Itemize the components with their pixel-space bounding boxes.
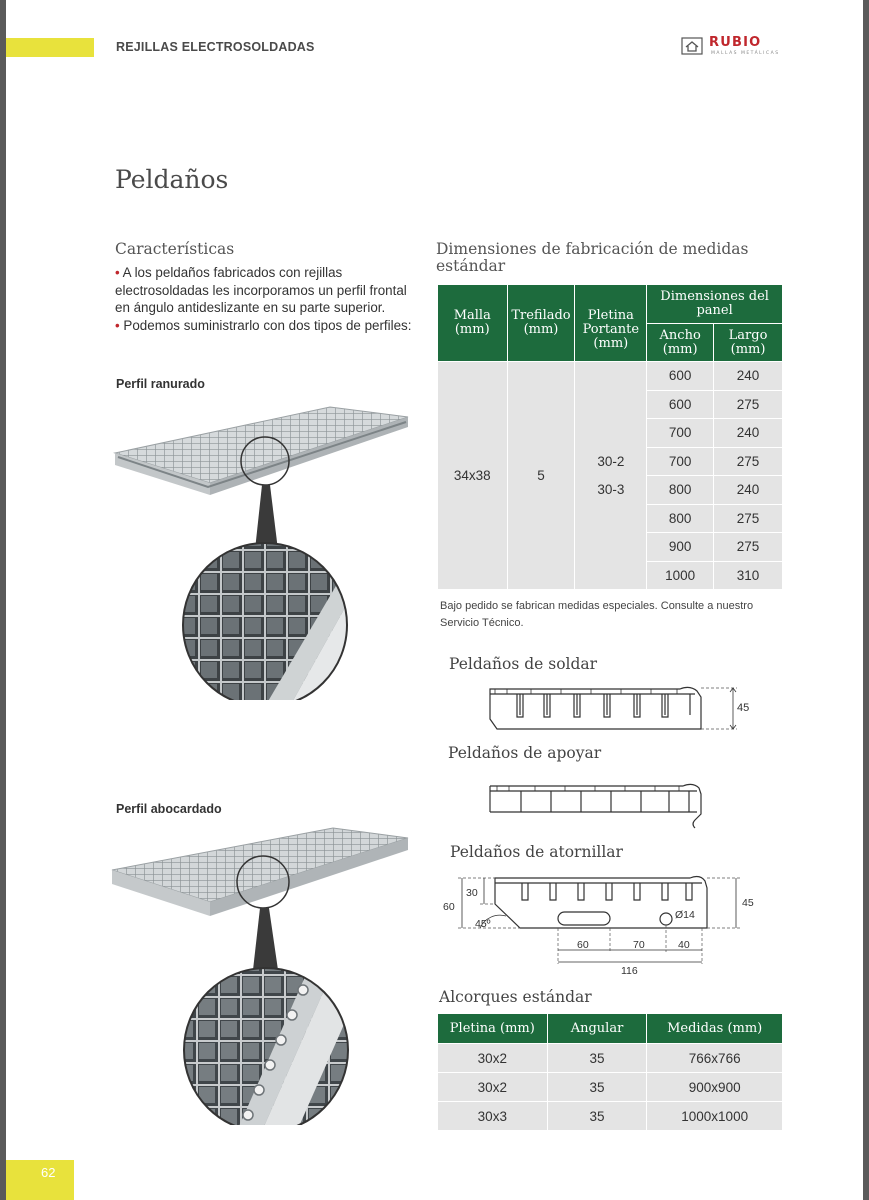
profile-ranurado-image	[110, 395, 415, 700]
cell-largo: 275	[714, 504, 783, 533]
cell-largo: 275	[714, 447, 783, 476]
cell-largo: 310	[714, 561, 783, 590]
header-trefilado: Trefilado (mm)	[507, 285, 575, 362]
header-panel: Dimensiones del panel	[647, 285, 783, 324]
soldar-title: Peldaños de soldar	[449, 655, 598, 673]
dimensions-table	[437, 284, 783, 590]
header-medidas: Medidas (mm)	[647, 1014, 783, 1044]
cell-pletina: 30x2	[438, 1073, 548, 1102]
header-ancho: Ancho (mm)	[647, 324, 714, 362]
logo-text: RUBIO	[709, 35, 762, 50]
cell-ancho: 800	[647, 504, 714, 533]
cell-medidas: 766x766	[647, 1044, 783, 1073]
pletina-value: 30-2	[597, 453, 625, 469]
dim-70: 70	[633, 939, 645, 951]
apoyar-drawing	[485, 780, 710, 830]
house-icon	[681, 37, 703, 55]
table-row	[438, 1044, 783, 1073]
alcorques-title: Alcorques estándar	[439, 988, 592, 1006]
soldar-drawing	[485, 683, 755, 733]
features-title: Características	[115, 240, 235, 258]
cell-ancho: 1000	[647, 561, 714, 590]
cell-angular: 35	[547, 1102, 647, 1131]
pletina-value: 30-3	[597, 481, 625, 497]
section-tag: REJILLAS ELECTROSOLDADAS	[116, 40, 315, 54]
header-accent-bar	[6, 38, 94, 57]
header-angular: Angular	[547, 1014, 647, 1044]
page-number-box	[6, 1160, 74, 1200]
dim-45: 45	[742, 897, 754, 909]
cell-malla: 34x38	[438, 362, 508, 590]
page-edge-left	[0, 0, 6, 1200]
cell-pletina: 30x3	[438, 1102, 548, 1131]
cell-largo: 275	[714, 533, 783, 562]
rubio-logo	[681, 36, 793, 56]
cell-ancho: 600	[647, 362, 714, 391]
cell-angular: 35	[547, 1073, 647, 1102]
alcorques-table	[437, 1013, 783, 1131]
table-row	[438, 1102, 783, 1131]
apoyar-title: Peldaños de apoyar	[448, 744, 602, 762]
cell-medidas: 900x900	[647, 1073, 783, 1102]
cell-pletina: 30x2	[438, 1044, 548, 1073]
header-pletina: Pletina Portante (mm)	[575, 285, 647, 362]
cell-ancho: 900	[647, 533, 714, 562]
cell-trefilado: 5	[507, 362, 575, 590]
profile-ranurado-label: Perfil ranurado	[116, 377, 205, 391]
profile-abocardado-label: Perfil abocardado	[116, 802, 222, 816]
page-edge-right	[863, 0, 869, 1200]
dim-116: 116	[621, 965, 638, 977]
cell-pletina	[575, 362, 647, 590]
dim-hole: Ø14	[675, 909, 695, 921]
dim-40: 40	[678, 939, 690, 951]
cell-ancho: 800	[647, 476, 714, 505]
cell-ancho: 700	[647, 447, 714, 476]
header-largo: Largo (mm)	[714, 324, 783, 362]
cell-medidas: 1000x1000	[647, 1102, 783, 1131]
cell-ancho: 700	[647, 419, 714, 448]
table-row	[438, 1073, 783, 1102]
atornillar-title: Peldaños de atornillar	[450, 843, 623, 861]
header-pletina: Pletina (mm)	[438, 1014, 548, 1044]
dim-30: 30	[466, 887, 478, 899]
page-number: 62	[41, 1165, 56, 1180]
cell-largo: 240	[714, 419, 783, 448]
dimensions-note: Bajo pedido se fabrican medidas especiales. Consulte a nuestro Servicio Técnico.	[440, 600, 754, 629]
dim-angle: 45º	[475, 918, 491, 930]
dim-60: 60	[577, 939, 589, 951]
logo-subtitle: MALLAS METÁLICAS	[711, 51, 780, 56]
cell-largo: 240	[714, 476, 783, 505]
page-title: Peldaños	[115, 165, 229, 194]
dimensions-title: Dimensiones de fabricación de medidas estándar	[436, 240, 749, 275]
cell-largo: 240	[714, 362, 783, 391]
list-item: • A los peldaños fabricados con rejillas electrosoldadas les incorporamos un perfil frontal en ángulo antideslizante en su parte superior.	[115, 265, 407, 315]
list-item: • Podemos suministrarlo con dos tipos de perfiles:	[115, 317, 412, 333]
soldar-height-label: 45	[737, 702, 750, 714]
header-malla: Malla (mm)	[438, 285, 508, 362]
atornillar-drawing	[440, 872, 770, 982]
dim-60-height: 60	[443, 901, 455, 913]
profile-abocardado-image	[108, 820, 418, 1125]
features-list	[115, 264, 415, 334]
cell-ancho: 600	[647, 390, 714, 419]
cell-largo: 275	[714, 390, 783, 419]
cell-angular: 35	[547, 1044, 647, 1073]
